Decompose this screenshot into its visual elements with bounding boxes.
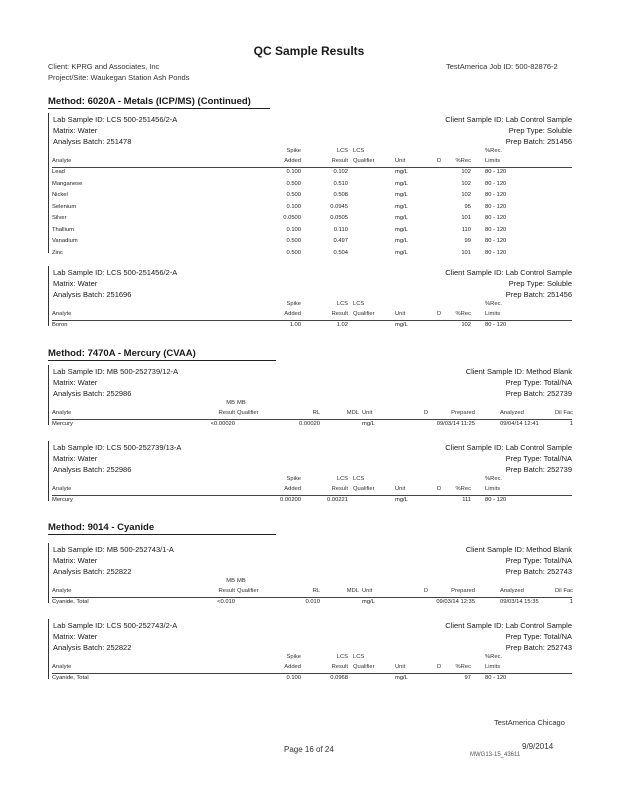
column-header: RL — [312, 588, 320, 594]
job-id: TestAmerica Job ID: 500-82876-2 — [446, 62, 558, 71]
client-sample-id: Client Sample ID: Lab Control Sample — [445, 268, 572, 277]
result-cell: 0.500 — [286, 238, 301, 244]
column-header: Added — [284, 158, 301, 164]
prep-type: Prep Type: Soluble — [508, 126, 572, 135]
column-header: %Rec — [455, 311, 471, 317]
method-heading: Method: 6020A - Metals (ICP/MS) (Continued) — [48, 96, 251, 107]
column-header: Result — [331, 664, 348, 670]
column-header: Qualifier — [237, 410, 259, 416]
column-header: Limits — [485, 158, 501, 164]
super-header: LCS — [353, 301, 365, 307]
result-cell: 1.02 — [336, 322, 348, 328]
lab-sample-id: Lab Sample ID: LCS 500-252743/2-A — [53, 621, 178, 630]
block-left-rule — [48, 113, 49, 253]
column-header: Analyte — [52, 588, 72, 594]
column-header: Analyte — [52, 486, 72, 492]
column-header: Prepared — [451, 410, 475, 416]
column-header: Dil Fac — [554, 410, 573, 416]
result-cell: 0.504 — [333, 249, 348, 256]
prep-type: Prep Type: Total/NA — [505, 454, 572, 463]
result-cell: 95 — [464, 203, 471, 210]
method-heading: Method: 7470A - Mercury (CVAA) — [48, 348, 196, 359]
page-title: QC Sample Results — [253, 44, 365, 58]
client-name: Client: KPRG and Associates, Inc — [48, 62, 160, 71]
result-cell: 80 - 120 — [485, 169, 507, 175]
prep-batch: Prep Batch: 251456 — [505, 290, 572, 299]
prep-type: Prep Type: Total/NA — [505, 632, 572, 641]
analysis-batch: Analysis Batch: 252986 — [53, 389, 132, 398]
prep-batch: Prep Batch: 252739 — [505, 389, 572, 398]
lab-sample-id: Lab Sample ID: MB 500-252739/12-A — [53, 367, 179, 376]
column-header: Added — [284, 486, 301, 492]
result-cell: <0.010 — [217, 599, 235, 605]
result-cell: 0.100 — [286, 203, 301, 210]
lab-sample-id: Lab Sample ID: LCS 500-251456/2-A — [53, 268, 178, 277]
result-cell: 0.100 — [286, 169, 301, 175]
document-stamp: MWG13-15_43611 — [470, 752, 521, 758]
analysis-batch: Analysis Batch: 251478 — [53, 137, 132, 146]
analysis-batch: Analysis Batch: 252822 — [53, 567, 132, 576]
column-header: Qualifier — [353, 486, 375, 492]
result-cell: 99 — [464, 238, 471, 244]
column-header: Analyte — [52, 410, 72, 416]
result-cell: 110 — [461, 226, 471, 233]
super-header: MB — [237, 578, 246, 584]
column-header: Unit — [362, 410, 373, 416]
column-header: Result — [331, 158, 348, 164]
column-header: Analyte — [52, 664, 72, 670]
analyte-name: Nickel — [52, 192, 68, 198]
analyte-name: Vanadium — [52, 238, 78, 244]
result-cell: mg/L — [395, 226, 408, 233]
column-header: Prepared — [451, 588, 475, 594]
lab-name: TestAmerica Chicago — [494, 718, 565, 727]
column-header: Unit — [395, 486, 406, 492]
result-cell: mg/L — [395, 192, 408, 198]
super-header: LCS — [353, 476, 365, 482]
result-cell: mg/L — [395, 322, 408, 328]
result-cell: 102 — [461, 192, 471, 198]
analyte-name: Manganese — [52, 180, 83, 187]
result-cell: 80 - 120 — [485, 215, 507, 221]
lab-sample-id: Lab Sample ID: MB 500-252743/1-A — [53, 545, 174, 554]
column-header: Qualifier — [353, 664, 375, 670]
column-header: Result — [218, 588, 235, 594]
result-cell: 0.0968 — [330, 675, 348, 681]
prep-type: Prep Type: Total/NA — [505, 556, 572, 565]
result-cell: mg/L — [395, 497, 408, 503]
column-header: Added — [284, 311, 301, 317]
matrix: Matrix: Water — [53, 454, 98, 463]
client-sample-id: Client Sample ID: Method Blank — [465, 545, 572, 554]
result-cell: 0.100 — [286, 675, 301, 681]
header-rule — [52, 320, 572, 321]
page-number: Page 16 of 24 — [284, 745, 334, 754]
header-rule — [52, 167, 572, 168]
matrix: Matrix: Water — [53, 126, 98, 135]
analyte-name: Cyanide, Total — [52, 599, 89, 605]
result-cell: 0.00020 — [299, 421, 320, 427]
super-header: LCS — [353, 148, 365, 154]
analyte-name: Selenium — [52, 203, 77, 210]
super-header: LCS — [353, 654, 365, 660]
result-cell: 0.102 — [333, 169, 348, 175]
client-sample-id: Client Sample ID: Lab Control Sample — [445, 621, 572, 630]
header-rule — [52, 495, 572, 496]
analyte-name: Silver — [52, 215, 67, 221]
prep-batch: Prep Batch: 252743 — [505, 567, 572, 576]
header-rule — [52, 673, 572, 674]
block-left-rule — [48, 266, 49, 326]
result-cell: 0.510 — [333, 180, 348, 187]
block-left-rule — [48, 619, 49, 679]
report-date: 9/9/2014 — [522, 742, 554, 751]
result-cell: mg/L — [395, 238, 408, 244]
result-cell: 0.0500 — [283, 215, 301, 221]
prep-batch: Prep Batch: 251456 — [505, 137, 572, 146]
method-heading: Method: 9014 - Cyanide — [48, 522, 155, 533]
column-header: MDL — [346, 588, 359, 594]
block-left-rule — [48, 441, 49, 501]
column-header: D — [437, 311, 442, 317]
column-header: %Rec — [455, 158, 471, 164]
prep-batch: Prep Batch: 252739 — [505, 465, 572, 474]
result-cell: 80 - 120 — [485, 180, 507, 187]
result-cell: mg/L — [395, 169, 408, 175]
header-rule — [52, 597, 572, 598]
column-header: Analyzed — [500, 588, 524, 594]
result-cell: <0.00020 — [210, 421, 235, 427]
column-header: D — [437, 486, 442, 492]
super-header: MB — [237, 400, 246, 406]
column-header: Result — [331, 311, 348, 317]
super-header: LCS — [336, 301, 348, 307]
result-cell: 09/03/14 11:25 — [436, 421, 475, 427]
column-header: D — [437, 158, 442, 164]
column-header: Unit — [362, 588, 373, 594]
result-cell: 0.500 — [286, 192, 301, 198]
result-cell: 80 - 120 — [485, 675, 507, 681]
result-cell: mg/L — [395, 180, 408, 187]
analyte-name: Boron — [52, 322, 68, 328]
column-header: Limits — [485, 486, 501, 492]
result-cell: 80 - 120 — [485, 238, 507, 244]
result-cell: 1 — [569, 421, 573, 427]
super-header: LCS — [336, 476, 348, 482]
result-cell: 80 - 120 — [485, 226, 507, 233]
super-header: MB — [226, 400, 235, 406]
matrix: Matrix: Water — [53, 378, 98, 387]
matrix: Matrix: Water — [53, 279, 98, 288]
client-sample-id: Client Sample ID: Method Blank — [465, 367, 572, 376]
result-cell: mg/L — [362, 421, 375, 427]
result-cell: 09/04/14 12:41 — [500, 421, 539, 427]
result-cell: 102 — [461, 322, 471, 328]
result-cell: 0.100 — [286, 226, 301, 233]
result-cell: 0.110 — [333, 226, 348, 233]
super-header: LCS — [336, 148, 348, 154]
result-cell: mg/L — [395, 249, 408, 256]
result-cell: 0.00221 — [327, 497, 348, 503]
column-header: Analyzed — [500, 410, 524, 416]
super-header: Spike — [286, 654, 301, 660]
result-cell: mg/L — [395, 203, 408, 210]
column-header: Qualifier — [353, 311, 375, 317]
column-header: MDL — [346, 410, 359, 416]
block-left-rule — [48, 365, 49, 425]
super-header: Spike — [286, 476, 301, 482]
result-cell: 80 - 120 — [485, 192, 507, 198]
super-header: %Rec. — [485, 301, 503, 307]
result-cell: 1 — [569, 599, 573, 605]
method-underline — [48, 534, 276, 535]
result-cell: mg/L — [362, 599, 375, 605]
analyte-name: Zinc — [52, 249, 63, 256]
super-header: Spike — [286, 301, 301, 307]
column-header: %Rec — [455, 486, 471, 492]
super-header: MB — [226, 578, 235, 584]
result-cell: 0.00200 — [280, 497, 301, 503]
result-cell: 09/03/14 12:35 — [436, 599, 475, 605]
column-header: Unit — [395, 158, 406, 164]
result-cell: 80 - 120 — [485, 249, 507, 256]
column-header: Unit — [395, 664, 406, 670]
analysis-batch: Analysis Batch: 252822 — [53, 643, 132, 652]
result-cell: 09/03/14 15:35 — [500, 599, 539, 605]
result-cell: 102 — [461, 180, 471, 187]
prep-batch: Prep Batch: 252743 — [505, 643, 572, 652]
column-header: Qualifier — [353, 158, 375, 164]
column-header: Analyte — [52, 158, 72, 164]
result-cell: 0.0945 — [330, 203, 348, 210]
method-underline — [48, 108, 270, 109]
result-cell: 0.508 — [333, 192, 348, 198]
column-header: D — [423, 410, 428, 416]
result-cell: 0.0505 — [330, 215, 348, 221]
column-header: Unit — [395, 311, 406, 317]
analysis-batch: Analysis Batch: 251696 — [53, 290, 132, 299]
header-rule — [52, 419, 572, 420]
result-cell: 101 — [461, 249, 471, 256]
column-header: RL — [312, 410, 320, 416]
method-underline — [48, 360, 276, 361]
super-header: %Rec. — [485, 148, 503, 154]
super-header: %Rec. — [485, 476, 503, 482]
result-cell: 0.010 — [305, 599, 320, 605]
column-header: Qualifier — [237, 588, 259, 594]
analyte-name: Mercury — [52, 421, 73, 427]
result-cell: mg/L — [395, 675, 408, 681]
super-header: Spike — [286, 148, 301, 154]
matrix: Matrix: Water — [53, 556, 98, 565]
column-header: Dil Fac — [554, 588, 573, 594]
result-cell: 0.497 — [333, 238, 348, 244]
column-header: D — [423, 588, 428, 594]
result-cell: 80 - 120 — [485, 203, 507, 210]
analyte-name: Lead — [52, 169, 65, 175]
column-header: Limits — [485, 311, 501, 317]
result-cell: 80 - 120 — [485, 322, 507, 328]
column-header: %Rec — [455, 664, 471, 670]
lab-sample-id: Lab Sample ID: LCS 500-252739/13-A — [53, 443, 182, 452]
client-sample-id: Client Sample ID: Lab Control Sample — [445, 115, 572, 124]
result-cell: 0.500 — [286, 249, 301, 256]
result-cell: 101 — [461, 215, 471, 221]
analyte-name: Thallium — [52, 226, 74, 233]
column-header: Result — [331, 486, 348, 492]
super-header: LCS — [336, 654, 348, 660]
result-cell: 111 — [462, 497, 471, 503]
column-header: Limits — [485, 664, 501, 670]
super-header: %Rec. — [485, 654, 503, 660]
result-cell: 102 — [461, 169, 471, 175]
project-site: Project/Site: Waukegan Station Ash Ponds — [48, 73, 190, 82]
column-header: Result — [218, 410, 235, 416]
column-header: D — [437, 664, 442, 670]
prep-type: Prep Type: Total/NA — [505, 378, 572, 387]
prep-type: Prep Type: Soluble — [508, 279, 572, 288]
lab-sample-id: Lab Sample ID: LCS 500-251456/2-A — [53, 115, 178, 124]
result-cell: 80 - 120 — [485, 497, 507, 503]
analysis-batch: Analysis Batch: 252986 — [53, 465, 132, 474]
block-left-rule — [48, 543, 49, 603]
column-header: Analyte — [52, 311, 72, 317]
matrix: Matrix: Water — [53, 632, 98, 641]
result-cell: 0.500 — [286, 180, 301, 187]
analyte-name: Cyanide, Total — [52, 675, 89, 681]
result-cell: 97 — [464, 675, 471, 681]
analyte-name: Mercury — [52, 497, 73, 503]
result-cell: mg/L — [395, 215, 408, 221]
result-cell: 1.00 — [289, 322, 301, 328]
client-sample-id: Client Sample ID: Lab Control Sample — [445, 443, 572, 452]
column-header: Added — [284, 664, 301, 670]
